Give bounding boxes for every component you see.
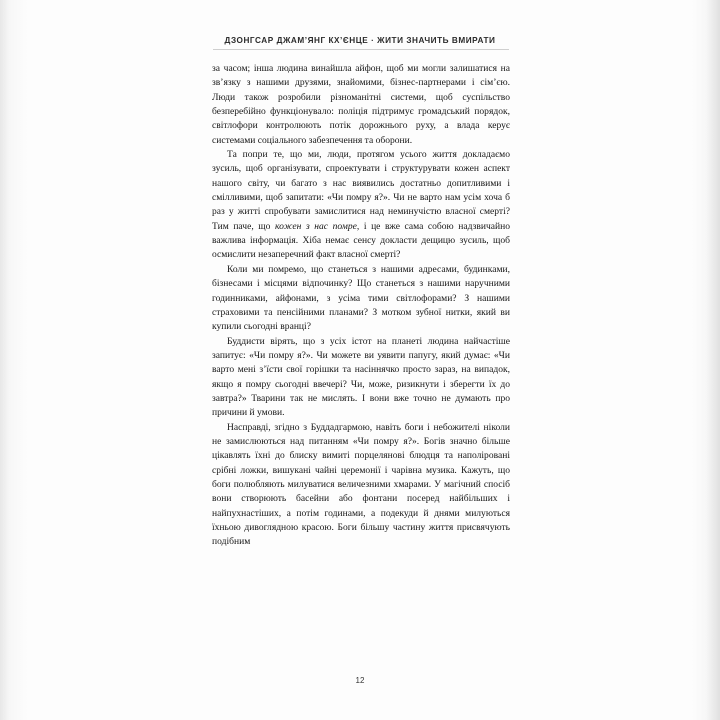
page-number: 12 (355, 676, 365, 685)
page-edge-shadow-right (706, 0, 720, 720)
paragraph: Буддисти вірять, що з усіх істот на планеті людина найчастіше запитує: «Чи помру я?». Чи можете ви уявити папугу, який думає: «Чи варто мені з’їсти свої горішки та насіннячко просто зараз, на випадок, якщо я помру сьогодні ввечері? Чи, може, ризикнути і зберегти їх до завтра?» Тварини так не мислять. І вони вже точно не думають про причини й умови. (212, 335, 510, 419)
paragraph: за часом; інша людина винайшла айфон, щоб ми могли залишатися на зв’язку з нашими друзями, знайомими, бізнес-партнерами і сім’єю. Люди також розробили різноманітні системи, щоб суспільство безперебійно функціонувало: поліція підтримує громадський порядок, світлофори контролюють потік дорожнього руху, а влада керує системами соціального забезпечення та оборони. (212, 63, 510, 146)
paragraph: Коли ми помремо, що станеться з нашими адресами, будинками, бізнесами і місцями відпочинку? Що станеться з нашими наручними годинниками, айфонами, з усіма тими світлофорами? З нашими страховими та пенсійними планами? З мотком зубної нитки, який ви купили сьогодні вранці? (212, 263, 510, 333)
body-text (212, 62, 510, 550)
paragraph: Насправді, згідно з Буддадгармою, навіть боги і небожителі ніколи не замислюються над питанням «Чи помру я?». Богів значно більше цікавлять їхні до блиску вимиті порцелянові блюдця та наполіровані срібні ложки, вишукані чайні церемонії і чарівна музика. Кажуть, що боги полюбляють милуватися величезними хмарами. У магічний спосіб вони створюють басейни або фонтани посеред найбільших і найпухнастіших, а потім годинами, а подекуди й днями милуються їхньою дивоглядною красою. Боги більшу частину життя присвячують подібним (212, 421, 510, 548)
header-divider (213, 49, 509, 50)
page-edge-shadow-left (0, 0, 10, 720)
running-head: ДЗОНГСАР ДЖАМ’ЯНГ КХ’ЄНЦЕ · ЖИТИ ЗНАЧИТЬ ВМИРАТИ (224, 36, 496, 45)
paragraph: Та попри те, що ми, люди, протягом усього життя докладаємо зусиль, щоб організувати, спроектувати і структурувати кожен аспект нашого світу, чи багато з нас виявились достатньо допитливими і смілливими, щоб запитати: «Чи помру я?». Чи не варто нам усім хоча б раз у житті спробувати замислитися над неминучістю власної смерті? Тим паче, що кожен з нас помре, і це вже сама собою надзвичайно важлива інформація. Хіба немає сенсу докласти дещицю зусиль, щоб осмислити незаперечний факт власної смерті? (212, 149, 510, 261)
